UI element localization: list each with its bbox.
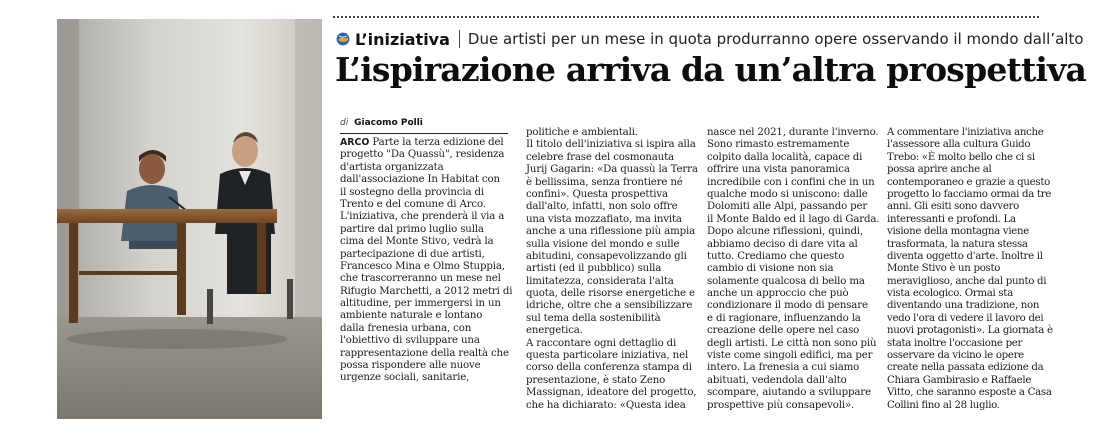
- column-line: stata inoltre l'occasione per: [887, 337, 1023, 349]
- column-line: idriche, oltre che a sensibilizzare: [526, 300, 693, 312]
- column-line: partire dal primo luglio sulla: [340, 223, 484, 235]
- column-line: create nella passata edizione da: [887, 362, 1044, 374]
- column-line: Trento e del comune di Arco.: [340, 198, 486, 210]
- column-line: viste come singoli edifici, ma per: [707, 350, 873, 362]
- column-line: Collini fino al 28 luglio.: [887, 399, 1000, 411]
- dateline: ARCO: [340, 137, 370, 148]
- column-line: Dopo alcune riflessioni, quindi,: [707, 226, 864, 238]
- article-subtitle: Due artisti per un mese in quota produrranno opere osservando il mondo dall’alto: [467, 30, 1084, 48]
- column-line: possa aprire anche al: [887, 164, 992, 176]
- article-photo: [57, 19, 322, 419]
- column-line: confini». Questa prospettiva: [526, 188, 668, 200]
- column-line: diventa oggetto d'arte. Inoltre il: [887, 250, 1043, 262]
- column-line: anni. Gli esiti sono davvero: [887, 201, 1019, 213]
- column-line: contemporaneo e grazie a questo: [887, 176, 1050, 188]
- column-line: quota, delle risorse energetiche e: [526, 288, 695, 300]
- column-line-text: Parte la terza edizione del: [372, 137, 504, 148]
- column-line: tutto. Crediamo che questo: [707, 250, 845, 262]
- column-line: diventando una tradizione, non: [887, 300, 1040, 312]
- article-column-2: [526, 127, 702, 412]
- column-line: e di ragionare, influenzando la: [707, 312, 861, 324]
- article-headline: L’ispirazione arriva da un’altra prospettiva: [335, 50, 1087, 89]
- column-line: qualche modo si uniscono: dalle: [707, 188, 868, 200]
- column-line: trasformata, la natura stessa: [887, 238, 1028, 250]
- column-line: abitudini, consapevolizzando gli: [526, 250, 687, 262]
- byline-rule: [340, 133, 508, 134]
- column-line: solamente qualcosa di bello ma: [707, 275, 865, 287]
- column-line: dall'associazione In Habitat con: [340, 174, 500, 186]
- column-line: A commentare l'iniziativa anche: [887, 127, 1044, 138]
- column-line: cima del Monte Stivo, vedrà la: [340, 236, 494, 248]
- column-line: nuovi protagonisti». La giornata è: [887, 325, 1053, 337]
- column-line: il sostegno della provincia di: [340, 186, 484, 198]
- column-line: d'artista organizzata: [340, 161, 444, 173]
- byline: [340, 117, 423, 129]
- column-line: vista ecologico. Ormai sta: [887, 288, 1013, 300]
- column-line: ambiente naturale e lontano: [340, 310, 483, 322]
- column-line: creazione delle opere nel caso: [707, 325, 860, 337]
- column-line: progetto "Da Quassù", residenza: [340, 149, 505, 161]
- column-line: condizionare il modo di pensare: [707, 300, 868, 312]
- column-line: Rifugio Marchetti, a 2012 metri di: [340, 285, 513, 297]
- column-line: vedo l'ora di vedere il lavoro dei: [887, 312, 1044, 324]
- column-line: Dolomiti alle Alpi, passando per: [707, 201, 868, 213]
- kicker-label: L’iniziativa: [355, 29, 450, 49]
- column-line: è bellissima, senza frontiere né: [526, 176, 683, 188]
- globe-icon: [336, 32, 350, 46]
- column-line: interessanti e profondi. La: [887, 213, 1016, 225]
- column-line: che ha dichiarato: «Questa idea: [526, 399, 686, 411]
- column-line: A raccontare ogni dettaglio di: [526, 337, 677, 349]
- column-line: degli artisti. Le città non sono più: [707, 337, 877, 349]
- column-line: incredibile con i confini che in un: [707, 176, 875, 188]
- column-line: l'assessore alla cultura Guido: [887, 139, 1031, 151]
- column-line: sul tema della sostenibilità: [526, 312, 661, 324]
- column-line: il Monte Baldo ed il lago di Garda.: [707, 213, 880, 225]
- column-line: questa particolare iniziativa, nel: [526, 350, 689, 362]
- column-line: intero. La frenesia a cui siamo: [707, 362, 860, 374]
- column-line: progetto lo facciamo ormai da tre: [887, 188, 1052, 200]
- kicker-divider: [459, 30, 460, 48]
- column-line: cambio di visione non sia: [707, 263, 834, 275]
- column-line: dall'alto, infatti, non solo offre: [526, 201, 678, 213]
- column-line: prospettive più consapevoli».: [707, 399, 855, 411]
- byline-prefix: di: [340, 118, 349, 128]
- column-line: anche a una riflessione più ampia: [526, 226, 695, 238]
- column-line: presentazione, è stato Zeno: [526, 374, 666, 386]
- column-line: abituati, vedendola dall'alto: [707, 374, 847, 386]
- column-line: [340, 137, 512, 149]
- column-line: che trascorreranno un mese nel: [340, 273, 501, 285]
- conference-photo: [57, 19, 322, 419]
- column-line: Chiara Gambirasio e Raffaele: [887, 374, 1032, 386]
- column-line: partecipazione di due artisti,: [340, 248, 485, 260]
- byline-author: Giacomo Polli: [354, 118, 423, 128]
- column-line: offrire una vista panoramica: [707, 164, 850, 176]
- top-dotted-rule: [333, 16, 1039, 18]
- column-line: urgenze sociali, sanitarie,: [340, 372, 470, 384]
- column-line: osservare da vicino le opere: [887, 350, 1024, 362]
- column-line: rappresentazione della realtà che: [340, 347, 509, 359]
- column-line: artisti (ed il pubblico) sulla: [526, 263, 662, 275]
- column-line: Massignan, ideatore del progetto,: [526, 387, 697, 399]
- column-line: corso della conferenza stampa di: [526, 362, 692, 374]
- column-line: sulla visione del mondo e sulle: [526, 238, 680, 250]
- column-line: dalla frenesia urbana, con: [340, 322, 472, 334]
- article-column-4: [887, 127, 1067, 412]
- column-line: Vitto, che saranno esposte a Casa: [887, 387, 1052, 399]
- column-line: Monte Stivo è un posto: [887, 263, 1001, 275]
- column-line: altitudine, per immergersi in un: [340, 298, 501, 310]
- column-line: scompare, aiutando a sviluppare: [707, 387, 871, 399]
- column-line: Francesco Mina e Olmo Stuppia,: [340, 260, 505, 272]
- column-line: meraviglioso, anche dal punto di: [887, 275, 1047, 287]
- column-line: Sono rimasto estremamente: [707, 139, 850, 151]
- column-line: l'obiettivo di sviluppare una: [340, 335, 480, 347]
- column-line: limitatezza, considerata l'alta: [526, 275, 674, 287]
- column-line: celebre frase del cosmonauta: [526, 151, 674, 163]
- article-column-3: [707, 127, 885, 412]
- column-line: Il titolo dell'iniziativa si ispira alla: [526, 139, 696, 151]
- article-column-1: [340, 137, 512, 385]
- column-line: nasce nel 2021, durante l'inverno.: [707, 127, 879, 138]
- column-line: possa rispondere alle nuove: [340, 360, 481, 372]
- column-line: Jurij Gagarin: «Da quassù la Terra: [526, 164, 698, 176]
- column-line: anche un approccio che può: [707, 288, 849, 300]
- column-line: visione della montagna viene: [887, 226, 1029, 238]
- column-line: una vista mozzafiato, ma invita: [526, 213, 682, 225]
- column-line: colpito dalla località, capace di: [707, 151, 863, 163]
- column-line: politiche e ambientali.: [526, 127, 638, 138]
- column-line: abbiamo deciso di dare vita al: [707, 238, 858, 250]
- column-line: Trebo: «È molto bello che ci si: [887, 151, 1035, 163]
- column-line: energetica.: [526, 325, 583, 337]
- column-line: L'iniziativa, che prenderà il via a: [340, 211, 505, 223]
